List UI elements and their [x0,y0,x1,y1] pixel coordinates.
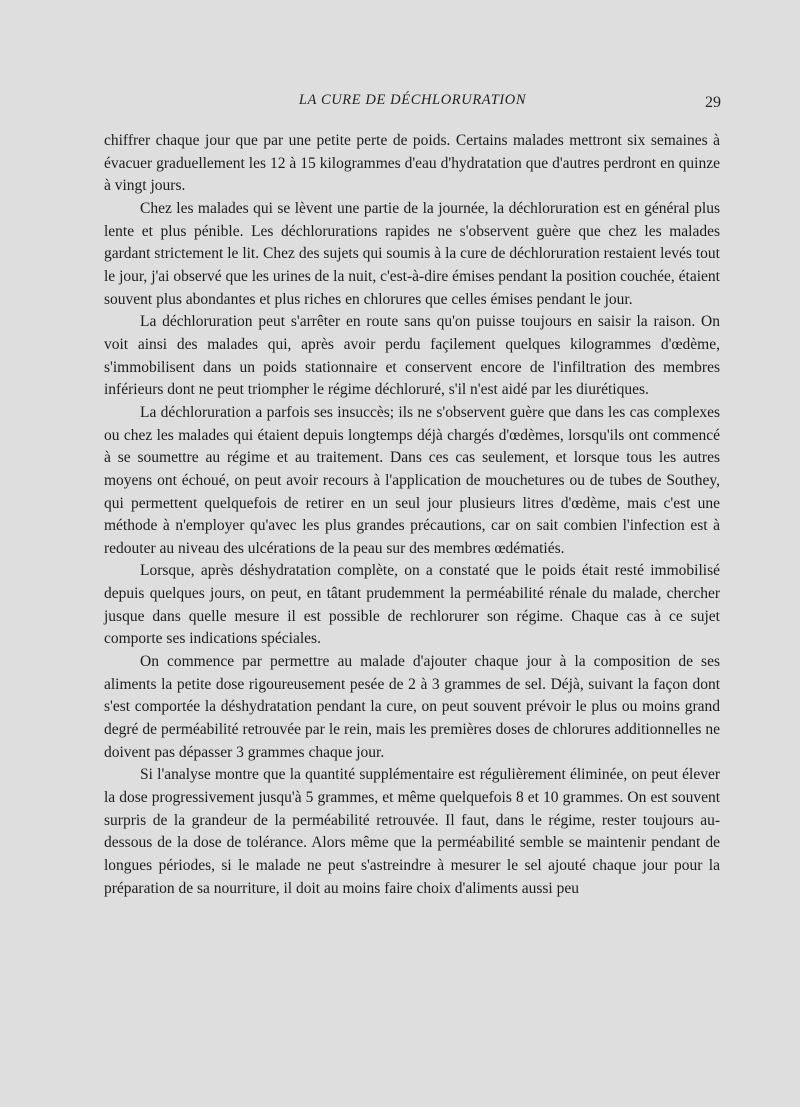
running-title: LA CURE DE DÉCHLORURATION [298,92,527,108]
paragraph: Lorsque, après déshydratation complète, on a constaté que le poids était resté immobilisé depuis quelques jours, on peut, en tâtant prudemment la perméabilité rénale du malade, chercher jusque dans quelle mesure il est possible de rechlorurer son régime. Chaque cas à ce sujet comporte ses indications spéciales. [104,562,720,648]
body-text [104,130,720,900]
page-number: 29 [705,94,721,111]
page-header [104,92,721,112]
paragraph: Chez les malades qui se lèvent une partie de la journée, la déchloruration est en général plus lente et plus pénible. Les déchlorurations rapides ne s'observent guère que chez les malades gardant strictement le lit. Chez des sujets qui soumis à la cure de déchloruration restaient levés tout le jour, j'ai observé que les urines de la nuit, c'est-à-dire émises pendant la position couchée, étaient souvent plus abondantes et plus riches en chlorures que celles émises pendant le jour. [104,199,720,308]
paragraph: La déchloruration a parfois ses insuccès; ils ne s'observent guère que dans les cas complexes ou chez les malades qui étaient depuis longtemps déjà chargés d'œdèmes, lorsqu'ils ont commencé à se soumettre au régime et au traitement. Dans ces cas seulement, et lorsque tous les autres moyens ont échoué, on peut avoir recours à l'application de mouchetures ou de tubes de Southey, qui permettent quelquefois de retirer en un seul jour plusieurs litres d'œdème, mais c'est une méthode à n'employer qu'avec les plus grandes précautions, car on sait combien l'infection est à redouter au niveau des ulcérations de la peau sur des membres œdématiés. [104,403,720,557]
paragraph: La déchloruration peut s'arrêter en route sans qu'on puisse toujours en saisir la raison. On voit ainsi des malades qui, après avoir perdu façilement quelques kilogrammes d'œdème, s'immobilisent dans un poids stationnaire et conservent encore de l'infiltration des membres inférieurs dont ne peut triompher le régime déchloruré, s'il n'est aidé par les diurétiques. [104,313,720,399]
paragraph: chiffrer chaque jour que par une petite perte de poids. Certains malades mettront six semaines à évacuer graduellement les 12 à 15 kilogrammes d'eau d'hydratation que d'autres perdront en quinze à vingt jours. [104,132,720,195]
paragraph: On commence par permettre au malade d'ajouter chaque jour à la composition de ses aliments la petite dose rigoureusement pesée de 2 à 3 grammes de sel. Déjà, suivant la façon dont s'est comportée la déshydratation pendant la cure, on peut souvent prévoir le plus ou moins grand degré de perméabilité retrouvée par le rein, mais les premières doses de chlorures additionnelles ne doivent pas dépasser 3 grammes chaque jour. [104,653,720,761]
paragraph: Si l'analyse montre que la quantité supplémentaire est régulièrement éliminée, on peut élever la dose progressivement jusqu'à 5 grammes, et même quelquefois 8 et 10 grammes. On est souvent surpris de la grandeur de la perméabilité retrouvée. Il faut, dans le régime, rester toujours au-dessous de la dose de tolérance. Alors même que la perméabilité semble se maintenir pendant de longues périodes, si le malade ne peut s'astreindre à mesurer le sel ajouté chaque jour pour la préparation de sa nourriture, il doit au moins faire choix d'aliments aussi peu [104,766,720,897]
